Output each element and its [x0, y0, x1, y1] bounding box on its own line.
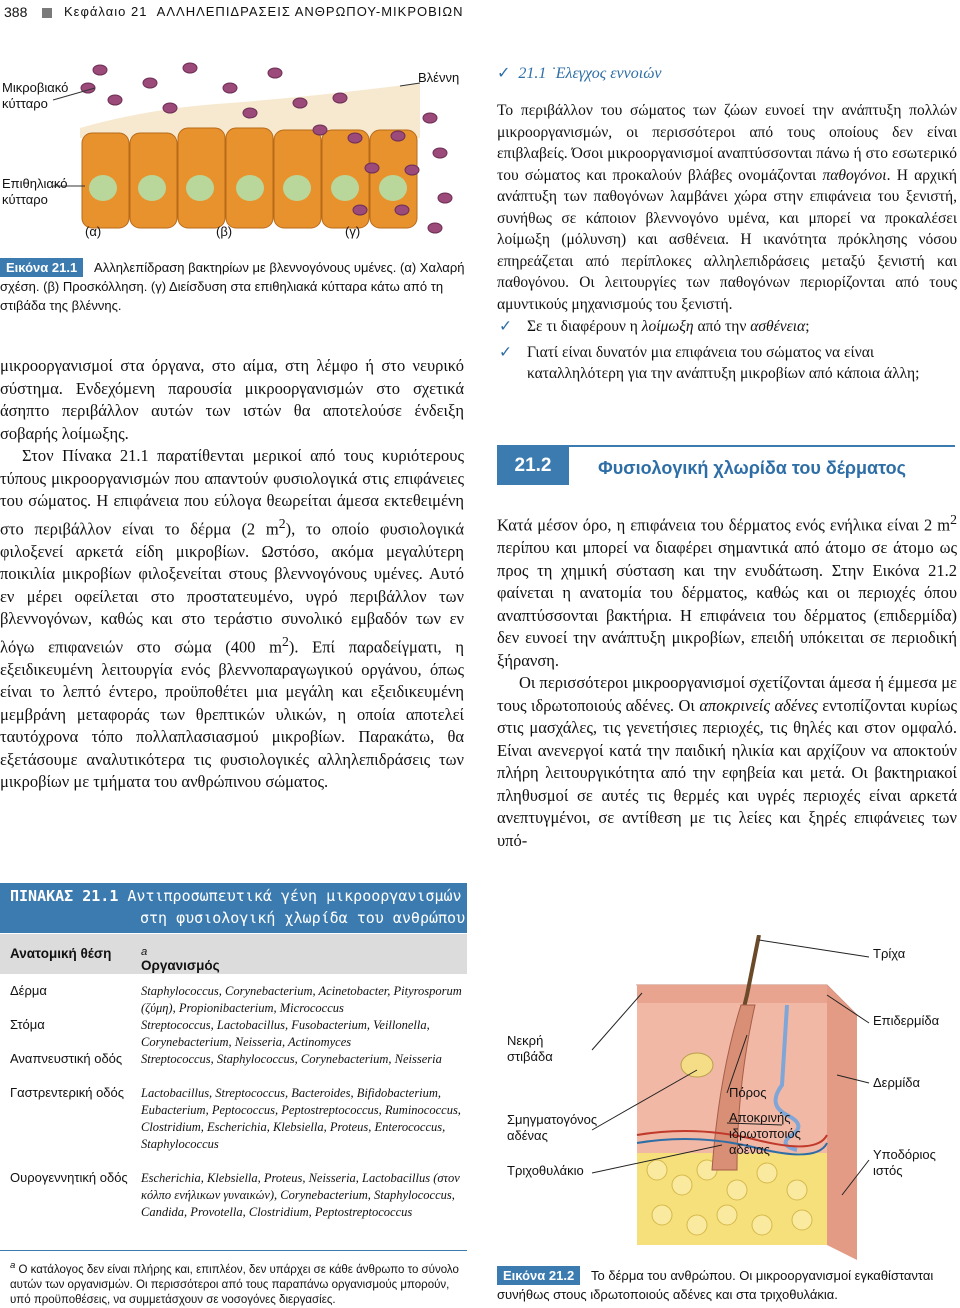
- table-column-headers: [0, 934, 467, 974]
- table-bottom-rule: [0, 1250, 467, 1251]
- paragraph-table-intro: Στον Πίνακα 21.1 παρατίθενται μερικοί από τους κυριότερους τύπους μικροοργανισμών που απαντούν φυσιολογικά στις επιφάνειες του σώματος. Η επιφάνεια που εύλογα θεωρείται άμεσα εκτεθειμένη στο περιβάλλον είναι το δέρμα (2 $m^2$), το οποίο φυσιολογικά φιλοξενεί αρκετά είδη μικροβίων. Ωστόσο, ακόμα μεγαλύτερη ποικιλία μικροβίων φιλοξενείται στους βλεννογόνους υμένες. Αυτό εν μέρει οφείλεται στο προστατευμένο, υγρό περιβάλλον των βλεννογόνων, καθώς και στο τεράστιο συνολικό εμβαδόν των εν λόγω επιφανειών στο σώμα (400 $m^2$). Επί παραδείγματι, η εξειδικευμένη λειτουργία ενός βλεννοπαραγωγικού οργάνου, όπως είναι το λεπτό έντερο, προϋποθέτει μια μεγάλη και εξειδικευμένη μεμβράνη μεταφοράς των θρεπτικών υλικών, η οποία αποτελεί ταυτόχρονα τόπο πολλαπλασιασμού μικροβίων. Παρακάτω, θα εξετάσουμε αναλυτικότερα τις φυσιολογικές αλληλεπιδράσεις των μικροβίων με τμήματα του ανθρώπινου σώματος.: [0, 446, 465, 791]
- question-1: ✓ Σε τι διαφέρουν η λοίμωξη από την ασθένεια;: [497, 316, 957, 338]
- table-21-1-header: [0, 883, 467, 933]
- table-footnote: $^a$ Ο κατάλογος δεν είναι πλήρης και, επιπλέον, δεν υπάρχει σε κάθε άνθρωπο το σύνολο αυτών των οργανισμών. Οι περισσότεροι από τους παραπάνω οργανισμούς μπορούν, υπό προϋποθέσεις, να συμμετάσχουν σε νοσογόνες διεργασίες.: [10, 1260, 459, 1306]
- section-number: 21.2: [497, 447, 569, 485]
- table-label: ΠΙΝΑΚΑΣ 21.1: [10, 887, 119, 905]
- chapter-number: Κεφάλαιο 21: [64, 4, 148, 19]
- label-hair-follicle: Τριχοθυλάκιο: [507, 1163, 584, 1178]
- label-pore: Πόρος: [729, 1085, 767, 1100]
- table-title-line1: Αντιπροσωπευτικά γένη μικροοργανισμών: [127, 887, 462, 905]
- col-header-site: Ανατομική θέση: [10, 946, 112, 961]
- label-apocrine-gland: Αποκρινής ιδρωτοποιός αδένας: [729, 1110, 801, 1157]
- figure-21-1: [0, 58, 475, 258]
- epidermis-layer: [637, 985, 827, 1003]
- panel-label-a: (α): [85, 224, 102, 239]
- label-sebaceous-gland: Σμηγματογόνος αδένας: [507, 1112, 598, 1143]
- square-bullet-icon: [42, 8, 52, 18]
- panel-label-b: (β): [216, 224, 233, 239]
- label-hair: Τρίχα: [873, 946, 906, 961]
- concept-check-text: Το περιβάλλον του σώματος των ζώων ευνοεί την ανάπτυξη πολλών μικροοργανισμών, οι περισσότεροι από τους οποίους δεν είναι επιβλαβείς. Όσοι μικροοργανισμοί αναπτύσσονται πάνω ή στο εσωτερικό του σώματος και προκαλούν βλάβες ονομάζονται παθογόνοι. Η αρχική ανάπτυξη των παθογόνων λαμβάνει χώρα στην επιφάνεια του ξενιστή, συνήθως σε κάποιον βλεννογόνο υμένα, και μπορεί να προκαλέσει λοίμωξη (μόλυνση) και ασθένεια. Η ικανότητα πρόκλησης νόσου επηρεάζεται από περίπλοκες αλληλεπιδράσεις μεταξύ ξενιστή και παθογόνου. Οι λειτουργίες των παθογόνων περιορίζονται από τους αμυντικούς μηχανισμούς του ξενιστή.: [497, 102, 957, 313]
- check-icon: ✓: [499, 317, 512, 335]
- page-number: 388: [4, 4, 28, 20]
- concept-check-heading: ✓ 21.1 ˙Ελεγχος εννοιών: [497, 63, 662, 82]
- label-microbial-cell: Μικροβιακό κύτταρο: [2, 80, 69, 111]
- caption-text: Αλληλεπίδραση βακτηρίων με βλεννογόνους υμένες. (α) Χαλαρή σχέση. (β) Προσκόλληση. (γ) Διείσδυση στα επιθηλιακά κύτταρα κάτω από τη στιβάδα της βλέννης.: [0, 260, 465, 313]
- label-mucus: Βλέννη: [418, 70, 460, 85]
- figure-21-1-caption: [0, 258, 472, 315]
- concept-check-questions: [497, 316, 957, 385]
- section-paragraph-2: Οι περισσότεροι μικροοργανισμοί σχετίζονται άμεσα ή έμμεσα με τους ιδρωτοποιούς αδένες. Οι αποκρινείς αδένες εντοπίζονται κυρίως στις μασχάλες, τις γενετήσιες περιοχές, τις θηλές και στον ομφαλό. Είναι ανενεργοί κατά την παιδική ηλικία και αρχίζουν να αποκτούν πλήρη λειτουργικότητα από την εφηβεία και μετά. Οι βακτηριακοί πληθυσμοί σε αυτές τις θερμές και υγρές περιοχές είναι αρκετά ανεπτυγμένοι, σε αντίθεση με τις λείες και ξηρές επιφάνειες των υπό-: [497, 673, 957, 850]
- question-2: ✓ Γιατί είναι δυνατόν μια επιφάνεια του σώματος να είναι καταλληλότερη για την ανάπτυξη μικροβίων από κάποια άλλη;: [499, 342, 920, 382]
- label-dermis: Δερμίδα: [873, 1075, 921, 1090]
- epithelial-cells: [82, 128, 417, 228]
- left-body-text: [0, 355, 464, 794]
- caption-text: Το δέρμα του ανθρώπου. Οι μικροοργανισμοί εγκαθίστανται συνήθως στους ιδρωτοποιούς αδένες και στα τριχοθυλάκια.: [497, 1268, 934, 1302]
- check-icon: ✓: [499, 342, 512, 361]
- caption-badge: Εικόνα 21.1: [0, 258, 83, 277]
- label-epithelial-cell: Επιθηλιακό κύτταρο: [2, 176, 68, 207]
- block-side: [827, 985, 857, 1260]
- figure-21-2: [497, 935, 960, 1260]
- label-dead-layer: Νεκρή στιβάδα: [507, 1033, 553, 1064]
- chapter-title: ΑΛΛΗΛΕΠΙΔΡΑΣΕΙΣ ΑΝΘΡΩΠΟΥ-ΜΙΚΡΟΒΙΩΝ: [156, 4, 464, 19]
- figure-21-2-caption: [497, 1266, 957, 1304]
- label-hypodermis: Υποδόριος ιστός: [873, 1147, 936, 1178]
- panel-label-c: (γ): [345, 224, 361, 239]
- caption-badge: Εικόνα 21.2: [497, 1266, 580, 1285]
- section-21-2-text: [497, 509, 957, 852]
- section-paragraph-1: Κατά μέσον όρο, η επιφάνεια του δέρματος ενός ενήλικα είναι 2 $m^2$ περίπου και μπορεί να διαφέρει σημαντικά από άτομο σε άτομο ως προς τη χημική σύσταση και την ενυδάτωση. Στην Εικόνα 21.2 φαίνεται η ανατομία του δέρματος, καθώς και οι περιοχές όπου αναπτύσσονται βακτήρια. Η επιφάνεια του δέρματος (επιδερμίδα) δεν ευνοεί την ανάπτυξη μικροβίων, επειδή υπόκειται σε περιοδική ξήρανση.: [497, 512, 957, 670]
- chapter-header: [64, 4, 464, 19]
- col-header-organisms: Οργανισμός $^a$: [141, 946, 220, 973]
- check-icon: ✓: [497, 63, 511, 82]
- table-title-line2: στη φυσιολογική χλωρίδα του ανθρώπου: [140, 909, 466, 927]
- paragraph-continuation: μικροοργανισμοί στα όργανα, στο αίμα, στη λέμφο ή στο νευρικό σύστημα. Ενδεχόμενη παρουσία μικροοργανισμών στο σχετικά άσηπτο περιβάλλον αυτών των ιστών θα αποτελούσε ένδειξη σοβαρής λοίμωξης.: [0, 356, 464, 443]
- running-head: [0, 0, 960, 24]
- label-epidermis: Επιδερμίδα: [873, 1013, 940, 1028]
- section-title: Φυσιολογική χλωρίδα του δέρματος: [598, 458, 907, 478]
- sebaceous-gland: [681, 1053, 713, 1077]
